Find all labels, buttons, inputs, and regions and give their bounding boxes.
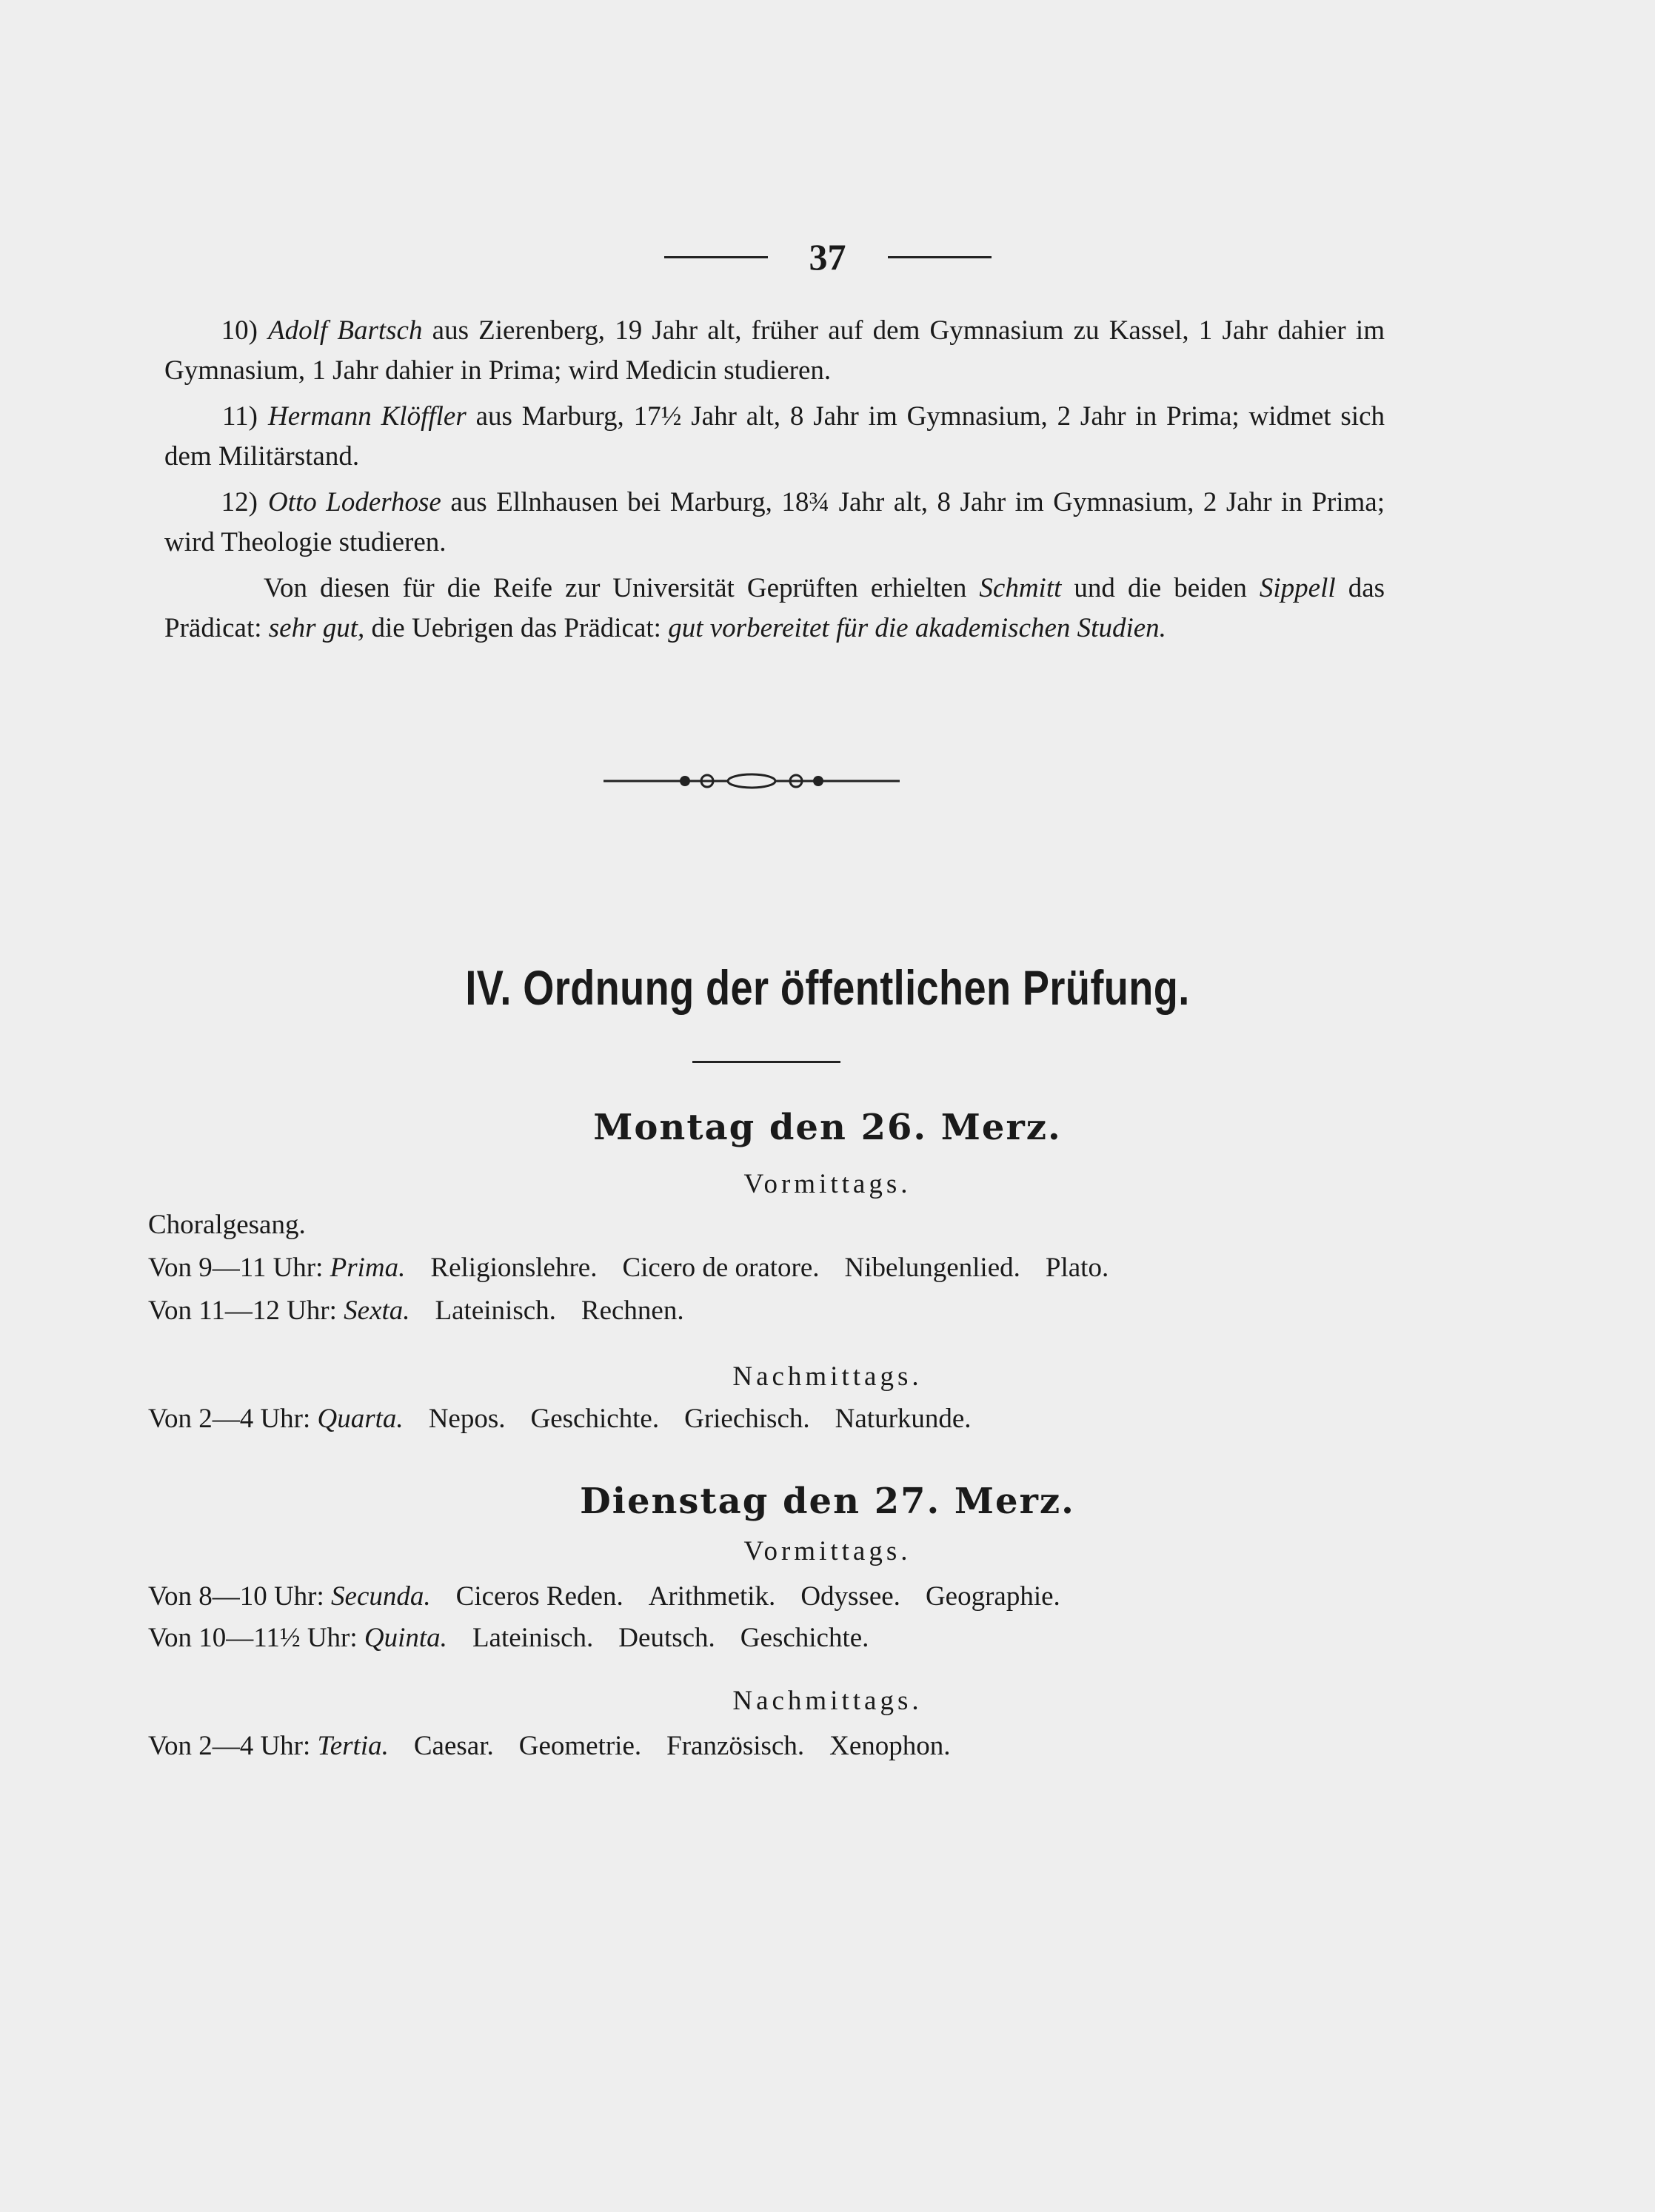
section-title: IV. Ordnung der öffentlichen Prüfung. [465,960,1190,1015]
entry-number: 11) [222,401,258,432]
subheading-nachmittags: Nachmittags. [732,1361,923,1392]
entry-text: aus Marburg, 17½ Jahr alt, 8 Jahr im Gymnasium, 2 Jahr in Prima; widmet sich dem Militärstand. [164,401,1385,472]
summary-paragraph: Von diesen für die Reife zur Universität Geprüften erhielten Schmitt und die beiden Sippell das Prädicat: sehr gut, die Uebrigen das Prädicat: gut vorbereitet für die akademischen Studien. [164,573,1385,643]
header-rule-right [888,256,992,258]
title-rule [692,1061,840,1063]
schedule-line: Von 2—4 Uhr: Tertia. Caesar. Geometrie. Französisch. Xenophon. [148,1731,951,1761]
student-name: Sippell [1259,573,1336,603]
ornament-divider [604,770,900,792]
page-number: 37 [809,236,846,278]
day-heading-tuesday: Dienstag den 27. Merz. [580,1481,1075,1522]
student-entry-10 [164,311,1385,391]
choral-line: Choralgesang. [148,1210,306,1240]
day-heading-monday: Montag den 26. Merz. [593,1107,1062,1148]
student-entry-12 [164,483,1385,563]
subheading-vormittags: Vormittags. [743,1169,912,1199]
entry-text: aus Ellnhausen bei Marburg, 18¾ Jahr alt, 8 Jahr im Gymnasium, 2 Jahr in Prima; wird Theologie studieren. [164,487,1385,557]
entry-number: 10) [221,315,258,346]
student-name: Otto Loderhose [268,487,441,517]
schedule-line: Von 11—12 Uhr: Sexta. Lateinisch. Rechnen. [148,1296,684,1326]
entry-number: 12) [221,487,258,517]
student-name: Adolf Bartsch [268,315,423,346]
header-rule-left [664,256,768,258]
student-name: Schmitt [979,573,1062,603]
student-entry-11 [164,397,1385,477]
page-header [0,235,1655,278]
subheading-vormittags: Vormittags. [743,1536,912,1566]
schedule-line: Von 8—10 Uhr: Secunda. Ciceros Reden. Arithmetik. Odyssee. Geographie. [148,1581,1060,1612]
schedule-line: Von 2—4 Uhr: Quarta. Nepos. Geschichte. Griechisch. Naturkunde. [148,1404,972,1434]
schedule-line: Von 10—11½ Uhr: Quinta. Lateinisch. Deutsch. Geschichte. [148,1623,869,1653]
student-name: Hermann Klöffler [268,401,467,432]
subheading-nachmittags: Nachmittags. [732,1686,923,1716]
schedule-line: Von 9—11 Uhr: Prima. Religionslehre. Cicero de oratore. Nibelungenlied. Plato. [148,1253,1109,1283]
entry-text: aus Zierenberg, 19 Jahr alt, früher auf dem Gymnasium zu Kassel, 1 Jahr dahier im Gymnasium, 1 Jahr dahier in Prima; wird Medicin studieren. [164,315,1385,386]
